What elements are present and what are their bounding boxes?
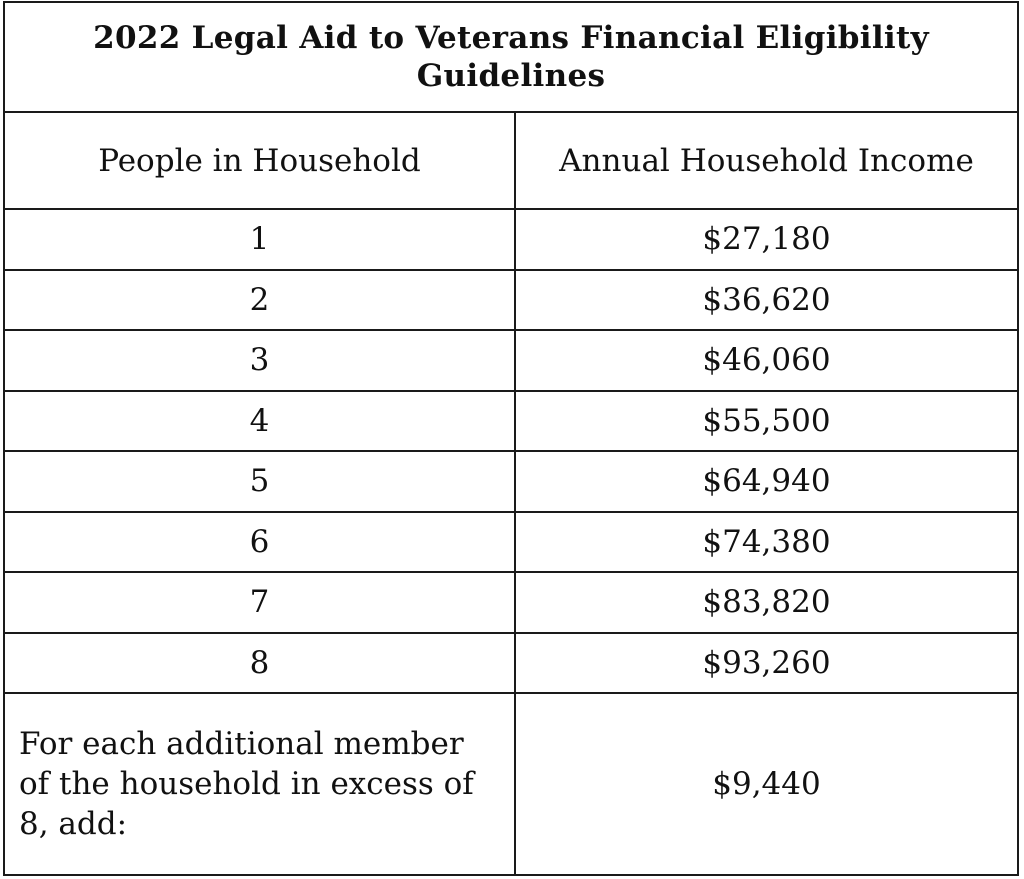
table-title: 2022 Legal Aid to Veterans Financial Eligibility Guidelines [5, 3, 1017, 112]
table-row [5, 391, 1017, 452]
table-row [5, 572, 1017, 633]
column-header-people: People in Household [5, 112, 515, 209]
income-cell: $27,180 [515, 209, 1017, 270]
people-cell: 2 [5, 270, 515, 331]
table-row [5, 330, 1017, 391]
eligibility-table [5, 3, 1017, 874]
people-cell: 4 [5, 391, 515, 452]
income-cell: $55,500 [515, 391, 1017, 452]
additional-member-income: $9,440 [515, 693, 1017, 874]
income-cell: $74,380 [515, 512, 1017, 573]
additional-member-row [5, 693, 1017, 874]
eligibility-table-frame [3, 1, 1019, 876]
table-row [5, 270, 1017, 331]
table-row [5, 633, 1017, 694]
people-cell: 6 [5, 512, 515, 573]
people-cell: 1 [5, 209, 515, 270]
table-row [5, 209, 1017, 270]
people-cell: 5 [5, 451, 515, 512]
column-header-income: Annual Household Income [515, 112, 1017, 209]
people-cell: 3 [5, 330, 515, 391]
table-row [5, 451, 1017, 512]
income-cell: $93,260 [515, 633, 1017, 694]
title-row [5, 3, 1017, 112]
table-row [5, 512, 1017, 573]
people-cell: 7 [5, 572, 515, 633]
additional-member-label: For each additional member of the household in excess of 8, add: [5, 693, 515, 874]
income-cell: $36,620 [515, 270, 1017, 331]
income-cell: $64,940 [515, 451, 1017, 512]
income-cell: $83,820 [515, 572, 1017, 633]
header-row [5, 112, 1017, 209]
income-cell: $46,060 [515, 330, 1017, 391]
people-cell: 8 [5, 633, 515, 694]
